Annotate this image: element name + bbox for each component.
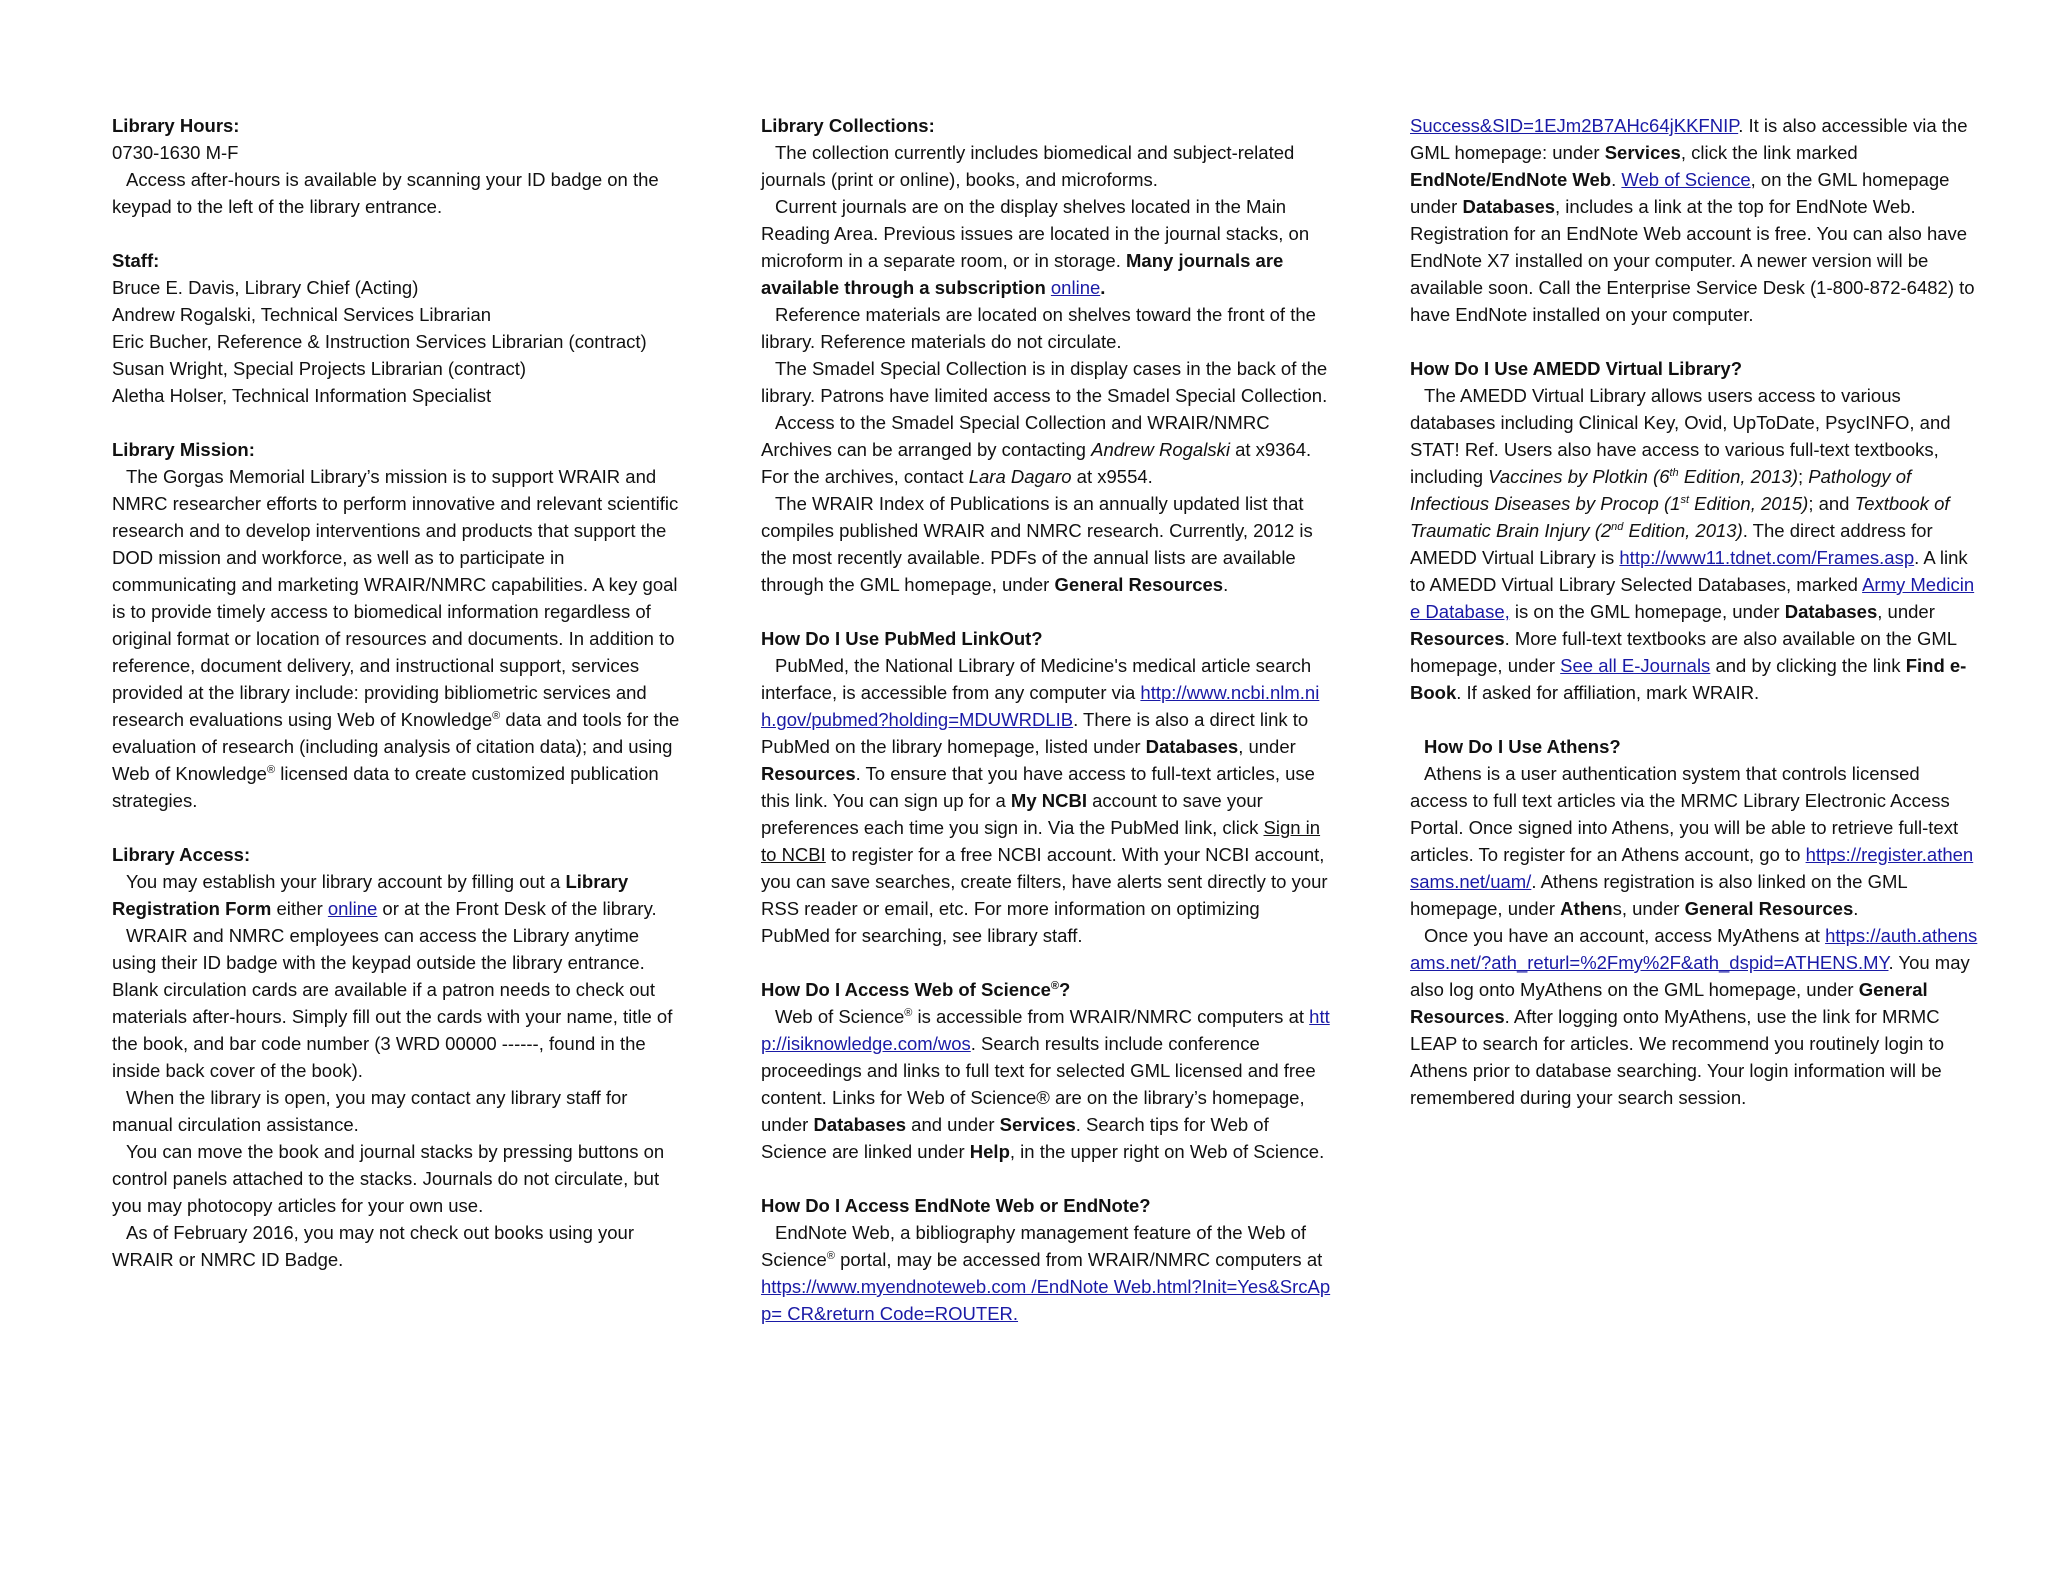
staff-member: Aletha Holser, Technical Information Specialist bbox=[112, 385, 492, 406]
library-hours-text: Access after-hours is available by scanning your ID badge on the keypad to the left of the library entrance. bbox=[112, 169, 659, 217]
text-run: . Search tips for Web of Science are linked under bbox=[761, 1114, 1269, 1162]
resources-label: Resources bbox=[1410, 628, 1505, 649]
general-resources-label: General Resources bbox=[1054, 574, 1224, 595]
registration-online-link[interactable]: online bbox=[327, 898, 378, 919]
text-run: You may establish your library account by filling out a bbox=[126, 871, 566, 892]
library-collections-section bbox=[761, 112, 1331, 598]
staff-heading: Staff: bbox=[112, 250, 160, 271]
text-run: . After logging onto MyAthens, use the link for MRMC LEAP to search for articles. We recommend you routinely login to Athens prior to database searching. Your login information will be remembered during your search session. bbox=[1410, 1006, 1945, 1108]
amedd-link[interactable]: http://www11.tdnet.com/Frames.asp bbox=[1619, 547, 1915, 568]
text-run: EndNote Web, a bibliography management feature of the Web of Science bbox=[761, 1222, 1307, 1270]
web-of-science-link[interactable]: Web of Science bbox=[1621, 169, 1751, 190]
text-run: s, under bbox=[1612, 898, 1685, 919]
text-run: , includes a link at the top for EndNote Web. Registration for an EndNote Web account is free. You can also have EndNote X7 installed on your computer. A newer version will be available soon. Call the Enterprise Service Desk (1-800-872-6482) to have EndNote installed on your computer. bbox=[1410, 196, 1975, 325]
text-run: . It is also accessible via the GML homepage: under bbox=[1410, 115, 1968, 163]
athens-label: Athen bbox=[1560, 898, 1613, 919]
library-hours-heading: Library Hours: bbox=[112, 115, 240, 136]
text-run: Athens is a user authentication system that controls licensed access to full text articles via the MRMC Library Electronic Access Portal. Once signed into Athens, you will be able to retrieve full-text articles. To register for an Athens account, go to bbox=[1410, 763, 1959, 865]
endnote-web-link[interactable]: https://www.myendnoteweb.com /EndNote Web.html?Init=Yes&SrcApp= CR&return Code=ROUTER. bbox=[761, 1276, 1331, 1324]
text-run: , under bbox=[1238, 736, 1296, 757]
text-run: ; bbox=[1798, 466, 1809, 487]
registered-mark: ® bbox=[266, 763, 276, 776]
collections-paragraph: The collection currently includes biomedical and subject-related journals (print or online), books, and microforms. bbox=[761, 142, 1295, 190]
library-mission-section bbox=[112, 436, 682, 814]
text-run: ? bbox=[1059, 979, 1071, 1000]
staff-member: Andrew Rogalski, Technical Services Librarian bbox=[112, 304, 492, 325]
text-run: . bbox=[1223, 574, 1229, 595]
text-run: account to save your preferences each time you sign in. Via the PubMed link, click bbox=[761, 790, 1264, 838]
text-run: either bbox=[271, 898, 328, 919]
contact-name: Andrew Rogalski bbox=[1091, 439, 1230, 460]
text-run: . A link to AMEDD Virtual Library Selected Databases, marked bbox=[1410, 547, 1968, 595]
library-hours-section bbox=[112, 112, 682, 220]
library-mission-text bbox=[112, 463, 682, 814]
text-run: is accessible from WRAIR/NMRC computers at bbox=[912, 1006, 1310, 1027]
text-run: Edition, 2013) bbox=[1623, 520, 1743, 541]
text-run: . You may also log onto MyAthens on the GML homepage, under bbox=[1410, 952, 1970, 1000]
text-run: Access to the Smadel Special Collection and WRAIR/NMRC Archives can be arranged by contacting bbox=[761, 412, 1270, 460]
amedd-heading: How Do I Use AMEDD Virtual Library? bbox=[1410, 358, 1743, 379]
registered-mark: ® bbox=[492, 709, 501, 722]
staff-member: Susan Wright, Special Projects Librarian (contract) bbox=[112, 358, 527, 379]
services-label: Services bbox=[1604, 142, 1681, 163]
library-access-paragraph: When the library is open, you may contact any library staff for manual circulation assistance. bbox=[112, 1087, 628, 1135]
general-resources-label: General Resources bbox=[1684, 898, 1854, 919]
endnote-heading: How Do I Access EndNote Web or EndNote? bbox=[761, 1195, 1151, 1216]
army-medicine-database-link[interactable]: Army Medicine Database, bbox=[1410, 574, 1975, 622]
staff-member: Bruce E. Davis, Library Chief (Acting) bbox=[112, 277, 419, 298]
library-access-paragraph: WRAIR and NMRC employees can access the Library anytime using their ID badge with the keypad outside the library entrance. Blank circulation cards are available if a patron needs to check out materials after-hours. Simply fill out the cards with your name, title of the book, and bar code number (3 WRD 00000 ------, found in the inside back cover of the book). bbox=[112, 925, 673, 1081]
web-of-science-paragraph bbox=[761, 1003, 1331, 1165]
mission-text-part: The Gorgas Memorial Library’s mission is to support WRAIR and NMRC researcher efforts to perform innovative and relevant scientific research and to develop interventions and products that support the DOD mission and workforce, as well as to participate in communicating and marketing WRAIR/NMRC capabilities. A key goal is to provide timely access to biomedical information regardless of original format or location of resources and documents. In addition to reference, document delivery, and instructional support, services provided at the library include: providing bibliometric services and research evaluations using Web of Knowledge bbox=[112, 466, 679, 730]
databases-label: Databases bbox=[1145, 736, 1239, 757]
ordinal-suffix: th bbox=[1669, 466, 1679, 479]
athens-register-link[interactable]: https://register.athensams.net/uam/ bbox=[1410, 844, 1974, 892]
text-run: . There is also a direct link to PubMed on the library homepage, listed under bbox=[761, 709, 1309, 757]
subscription-note: Many journals are available through a subscription bbox=[761, 250, 1284, 298]
web-of-science-heading bbox=[761, 976, 1331, 1003]
athens-heading: How Do I Use Athens? bbox=[1424, 736, 1621, 757]
text-run: , click the link marked bbox=[1680, 142, 1858, 163]
text-run: . The direct address for AMEDD Virtual Library is bbox=[1410, 520, 1933, 568]
text-run: , under bbox=[1877, 601, 1935, 622]
text-run: Edition, 2015) bbox=[1689, 493, 1809, 514]
text-run: . To ensure that you have access to full-text articles, use this link. You can sign up for a bbox=[761, 763, 1315, 811]
text-run: Web of Science bbox=[775, 1006, 905, 1027]
athens-section bbox=[1410, 733, 1980, 1111]
library-access-paragraph bbox=[112, 868, 682, 922]
text-run: PubMed, the National Library of Medicine's medical article search interface, is accessible from any computer via bbox=[761, 655, 1312, 703]
text-run: , on the GML homepage under bbox=[1410, 169, 1950, 217]
databases-label: Databases bbox=[1462, 196, 1556, 217]
text-run: Vaccines by Plotkin (6 bbox=[1488, 466, 1670, 487]
athens-paragraph bbox=[1410, 760, 1980, 922]
library-collections-heading: Library Collections: bbox=[761, 115, 935, 136]
text-run: How Do I Access Web of Science bbox=[761, 979, 1051, 1000]
web-of-science-link[interactable]: http://isiknowledge.com/wos bbox=[761, 1006, 1330, 1054]
library-hours-times: 0730-1630 M-F bbox=[112, 142, 239, 163]
library-access-paragraph: You can move the book and journal stacks by pressing buttons on control panels attached to the stacks. Journals do not circulate, but you may photocopy articles for your own use. bbox=[112, 1141, 665, 1216]
endnote-link-label: EndNote/EndNote Web bbox=[1410, 169, 1612, 190]
see-all-ejournals-link[interactable]: See all E-Journals bbox=[1560, 655, 1711, 676]
resources-label: Resources bbox=[761, 763, 856, 784]
services-label: Services bbox=[999, 1114, 1076, 1135]
column-middle bbox=[761, 112, 1331, 1354]
text-run: . Athens registration is also linked on the GML homepage, under bbox=[1410, 871, 1908, 919]
text-run: . More full-text textbooks are also available on the GML homepage, under bbox=[1410, 628, 1957, 676]
staff-section bbox=[112, 247, 682, 409]
text-run: and by clicking the link bbox=[1710, 655, 1906, 676]
text-run: Once you have an account, access MyAthens at bbox=[1424, 925, 1826, 946]
text-run: at x9554. bbox=[1071, 466, 1153, 487]
text-run: Textbook of Traumatic Brain Injury (2 bbox=[1410, 493, 1950, 541]
library-access-paragraph: As of February 2016, you may not check out books using your WRAIR or NMRC ID Badge. bbox=[112, 1222, 635, 1270]
text-run: portal, may be accessed from WRAIR/NMRC computers at bbox=[834, 1249, 1323, 1270]
registered-mark: ® bbox=[826, 1249, 835, 1262]
ordinal-suffix: st bbox=[1680, 493, 1689, 506]
text-run: at x9364. For the archives, contact bbox=[761, 439, 1312, 487]
web-of-science-section bbox=[761, 976, 1331, 1165]
collections-paragraph: Reference materials are located on shelves toward the front of the library. Reference materials do not circulate. bbox=[761, 304, 1316, 352]
text-run: Pathology of Infectious Diseases by Procop (1 bbox=[1410, 466, 1912, 514]
general-resources-label: General Resources bbox=[1410, 979, 1928, 1027]
registration-form-label: Library Registration Form bbox=[112, 871, 629, 919]
sign-in-ncbi-label: Sign in to NCBI bbox=[761, 817, 1321, 865]
book-title bbox=[1488, 466, 1798, 487]
mission-text-part: licensed data to create customized publication strategies. bbox=[112, 763, 659, 811]
databases-label: Databases bbox=[1784, 601, 1878, 622]
mission-text-part: data and tools for the evaluation of research (including analysis of citation data); and using Web of Knowledge bbox=[112, 709, 680, 784]
text-run: or at the Front Desk of the library. bbox=[377, 898, 657, 919]
text-run: and under bbox=[906, 1114, 1000, 1135]
find-ebook-label: Find e-Book bbox=[1410, 655, 1967, 703]
databases-label: Databases bbox=[813, 1114, 907, 1135]
column-left bbox=[112, 112, 682, 1300]
my-ncbi-label: My NCBI bbox=[1010, 790, 1087, 811]
endnote-paragraph bbox=[761, 1219, 1331, 1327]
text-run: . Search results include conference proceedings and links to full text for selected GML licensed and free content. Links for Web of Science® are on the library’s homepage, under bbox=[761, 1033, 1316, 1135]
text-run: Current journals are on the display shelves located in the Main Reading Area. Previous issues are located in the journal stacks, on microform in a separate room, or in storage. bbox=[761, 196, 1310, 271]
library-mission-heading: Library Mission: bbox=[112, 439, 255, 460]
collections-paragraph: The Smadel Special Collection is in display cases in the back of the library. Patrons have limited access to the Smadel Special Collection. bbox=[761, 358, 1328, 406]
ordinal-suffix: nd bbox=[1611, 520, 1624, 533]
collections-paragraph bbox=[761, 193, 1331, 301]
text-run: Edition, 2013) bbox=[1678, 466, 1798, 487]
amedd-section bbox=[1410, 355, 1980, 706]
endnote-continued-section bbox=[1410, 112, 1980, 328]
text-run: to register for a free NCBI account. With your NCBI account, you can save searches, create filters, have alerts sent directly to your RSS reader or email, etc. For more information on optimizing PubMed for searching, see library staff. bbox=[761, 844, 1328, 946]
pubmed-section bbox=[761, 625, 1331, 949]
amedd-paragraph bbox=[1410, 382, 1980, 706]
endnote-paragraph-continued bbox=[1410, 112, 1980, 328]
collections-paragraph bbox=[761, 490, 1331, 598]
text-run: . bbox=[1100, 277, 1106, 298]
collections-paragraph bbox=[761, 409, 1331, 490]
text-run: . If asked for affiliation, mark WRAIR. bbox=[1456, 682, 1760, 703]
endnote-web-link-continued[interactable]: Success&SID=1EJm2B7AHc64jKKFNIP bbox=[1410, 115, 1739, 136]
registered-mark: ® bbox=[904, 1006, 913, 1019]
library-access-section bbox=[112, 841, 682, 1273]
pubmed-link[interactable]: http://www.ncbi.nlm.nih.gov/pubmed?holding=MDUWRDLIB bbox=[761, 682, 1320, 730]
pubmed-heading: How Do I Use PubMed LinkOut? bbox=[761, 628, 1043, 649]
myathens-link[interactable]: https://auth.athensams.net/?ath_returl=%2Fmy%2F&ath_dspid=ATHENS.MY bbox=[1410, 925, 1978, 973]
contact-name: Lara Dagaro bbox=[968, 466, 1072, 487]
library-access-heading: Library Access: bbox=[112, 844, 251, 865]
endnote-section bbox=[761, 1192, 1331, 1327]
text-run: . bbox=[1853, 898, 1859, 919]
subscription-online-link[interactable]: online bbox=[1050, 277, 1101, 298]
text-run: The AMEDD Virtual Library allows users access to various databases including Clinical Key, Ovid, UpToDate, PsycINFO, and STAT! Ref. Users also have access to various full-text textbooks, including bbox=[1410, 385, 1951, 487]
athens-paragraph bbox=[1410, 922, 1980, 1111]
staff-member: Eric Bucher, Reference & Instruction Services Librarian (contract) bbox=[112, 331, 647, 352]
help-label: Help bbox=[969, 1141, 1010, 1162]
text-run: . bbox=[1611, 169, 1622, 190]
text-run: , in the upper right on Web of Science. bbox=[1009, 1141, 1325, 1162]
registered-mark: ® bbox=[1050, 979, 1060, 992]
text-run: ; and bbox=[1808, 493, 1855, 514]
pubmed-paragraph bbox=[761, 652, 1331, 949]
column-right bbox=[1410, 112, 1980, 1138]
text-run: is on the GML homepage, under bbox=[1509, 601, 1785, 622]
text-run: The WRAIR Index of Publications is an annually updated list that compiles published WRAIR and NMRC research. Currently, 2012 is the most recently available. PDFs of the annual lists are available through the GML homepage, under bbox=[761, 493, 1313, 595]
